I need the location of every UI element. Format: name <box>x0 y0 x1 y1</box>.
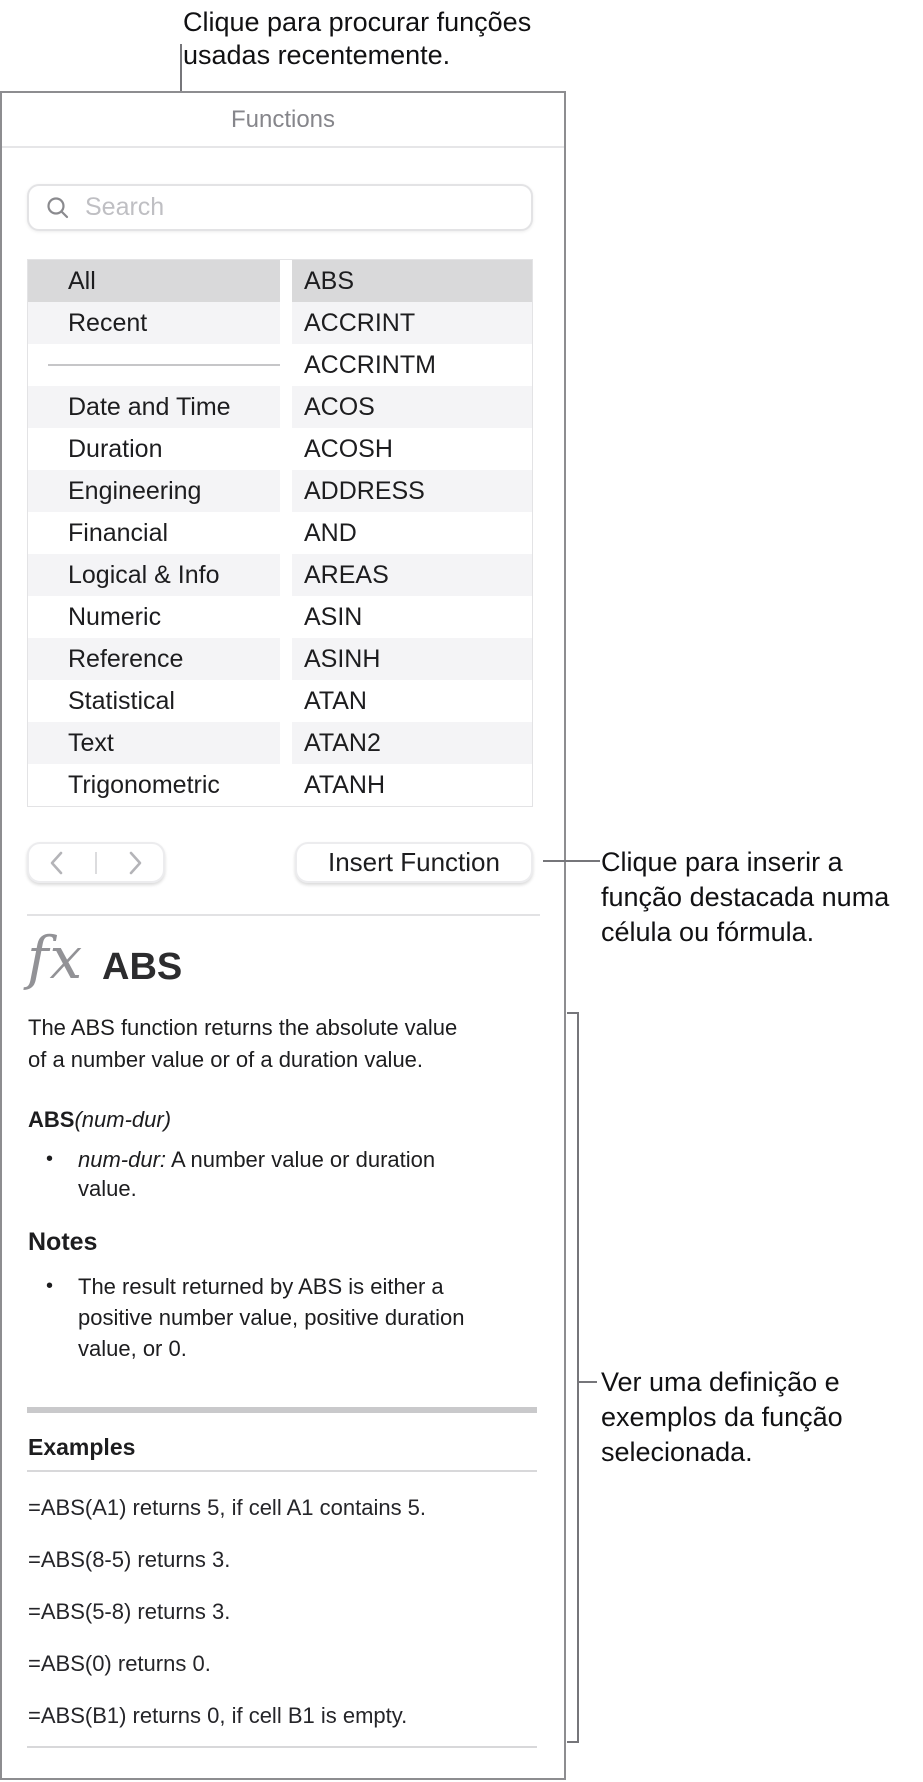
definition-callout <box>601 1365 843 1470</box>
definition-callout-line2: exemplos da função <box>601 1402 843 1432</box>
back-button[interactable] <box>40 846 74 880</box>
function-name-heading: ABS <box>102 946 183 988</box>
function-fx-icon: fx <box>27 924 84 992</box>
chevron-left-icon <box>48 850 66 876</box>
notes-heading: Notes <box>28 1228 98 1256</box>
examples-bottom-rule <box>27 1746 537 1748</box>
category-cell[interactable]: Recent <box>28 302 280 344</box>
description-line2: of a number value or of a duration value. <box>28 1047 424 1072</box>
panel-titlebar <box>2 93 564 147</box>
function-cell[interactable]: ATAN2 <box>292 722 532 764</box>
table-row <box>28 260 532 302</box>
note-line1: The result returned by ABS is either a <box>78 1274 444 1299</box>
insert-callout-connector-line <box>543 860 600 862</box>
table-row <box>28 722 532 764</box>
category-cell[interactable]: Numeric <box>68 603 162 631</box>
function-cell[interactable]: ATAN <box>304 687 367 715</box>
pagination-buttons <box>27 842 165 883</box>
example-line: =ABS(8-5) returns 3. <box>28 1547 231 1572</box>
param-term: num-dur: <box>78 1147 167 1172</box>
param-text-line2: value. <box>78 1176 137 1201</box>
signature-name: ABS <box>28 1107 75 1132</box>
note-line2: positive number value, positive duration <box>78 1305 465 1330</box>
forward-button[interactable] <box>118 846 152 880</box>
table-row <box>28 638 532 680</box>
function-cell[interactable]: ASINH <box>292 638 532 680</box>
table-row <box>28 512 532 554</box>
table-row <box>28 470 532 512</box>
nav-divider <box>95 852 97 874</box>
category-cell[interactable]: Date and Time <box>28 386 280 428</box>
insert-callout <box>601 845 889 950</box>
recent-callout-line2: usadas recentemente. <box>183 40 451 70</box>
search-input[interactable] <box>83 192 467 223</box>
category-list-separator <box>48 364 280 366</box>
description-line1: The ABS function returns the absolute value <box>28 1015 458 1040</box>
table-row <box>28 344 532 386</box>
function-cell[interactable]: ACCRINTM <box>304 351 436 379</box>
function-cell[interactable]: AREAS <box>292 554 532 596</box>
category-cell[interactable]: Trigonometric <box>68 771 220 799</box>
recent-callout <box>183 6 531 72</box>
function-cell[interactable]: ACOSH <box>304 435 393 463</box>
category-cell[interactable]: Reference <box>28 638 280 680</box>
examples-section-divider <box>27 1407 537 1413</box>
table-row <box>28 428 532 470</box>
insert-function-button[interactable]: Insert Function <box>295 842 533 883</box>
table-row <box>28 386 532 428</box>
definition-callout-bracket-line <box>577 1012 579 1743</box>
bullet-icon: • <box>46 1148 54 1170</box>
function-table <box>27 259 533 807</box>
function-signature <box>28 1107 171 1133</box>
note-line3: value, or 0. <box>78 1336 187 1361</box>
search-icon <box>45 195 71 221</box>
function-cell[interactable]: ATANH <box>304 771 386 799</box>
note-text <box>78 1271 464 1364</box>
category-cell[interactable]: Text <box>28 722 280 764</box>
definition-callout-bracket-top-tick <box>567 1012 579 1014</box>
title-divider <box>2 146 564 148</box>
insert-callout-line3: célula ou fórmula. <box>601 917 815 947</box>
search-field[interactable] <box>27 184 533 231</box>
definition-callout-line1: Ver uma definição e <box>601 1367 840 1397</box>
param-text: A number value or duration <box>166 1147 436 1172</box>
example-line: =ABS(5-8) returns 3. <box>28 1599 231 1624</box>
table-row <box>28 764 532 806</box>
table-row <box>28 554 532 596</box>
category-cell[interactable]: Duration <box>68 435 163 463</box>
category-cell[interactable]: Financial <box>68 519 169 547</box>
bullet-icon: • <box>46 1275 54 1297</box>
recent-callout-line1: Clique para procurar funções <box>183 7 532 37</box>
function-cell[interactable]: ACCRINT <box>292 302 532 344</box>
panel-title: Functions <box>230 106 336 133</box>
function-cell[interactable]: AND <box>304 519 357 547</box>
example-line: =ABS(A1) returns 5, if cell A1 contains 5. <box>28 1495 427 1520</box>
example-line: =ABS(0) returns 0. <box>28 1651 211 1676</box>
examples-heading: Examples <box>28 1434 136 1460</box>
function-description <box>28 1012 457 1076</box>
insert-callout-line2: função destacada numa <box>601 882 890 912</box>
chevron-right-icon <box>126 850 144 876</box>
table-row <box>28 680 532 722</box>
category-cell[interactable] <box>28 344 280 386</box>
function-cell[interactable]: ADDRESS <box>292 470 532 512</box>
category-cell[interactable]: Statistical <box>68 687 175 715</box>
category-cell[interactable]: Logical & Info <box>28 554 280 596</box>
definition-callout-line3: selecionada. <box>601 1437 753 1467</box>
function-cell[interactable]: ASIN <box>304 603 363 631</box>
examples-top-rule <box>27 1470 537 1472</box>
definition-callout-connector-line <box>579 1381 597 1383</box>
parameter-description <box>78 1145 435 1203</box>
insert-callout-line1: Clique para inserir a <box>601 847 843 877</box>
category-cell[interactable]: All <box>28 260 280 302</box>
category-cell[interactable]: Engineering <box>28 470 280 512</box>
signature-args: (num-dur) <box>74 1107 172 1132</box>
examples-list <box>28 1482 426 1742</box>
table-row <box>28 596 532 638</box>
table-row <box>28 302 532 344</box>
section-divider <box>27 914 540 916</box>
example-line: =ABS(B1) returns 0, if cell B1 is empty. <box>28 1703 408 1728</box>
function-cell[interactable]: ACOS <box>292 386 532 428</box>
function-cell[interactable]: ABS <box>292 260 532 302</box>
definition-callout-bracket-bottom-tick <box>567 1741 579 1743</box>
